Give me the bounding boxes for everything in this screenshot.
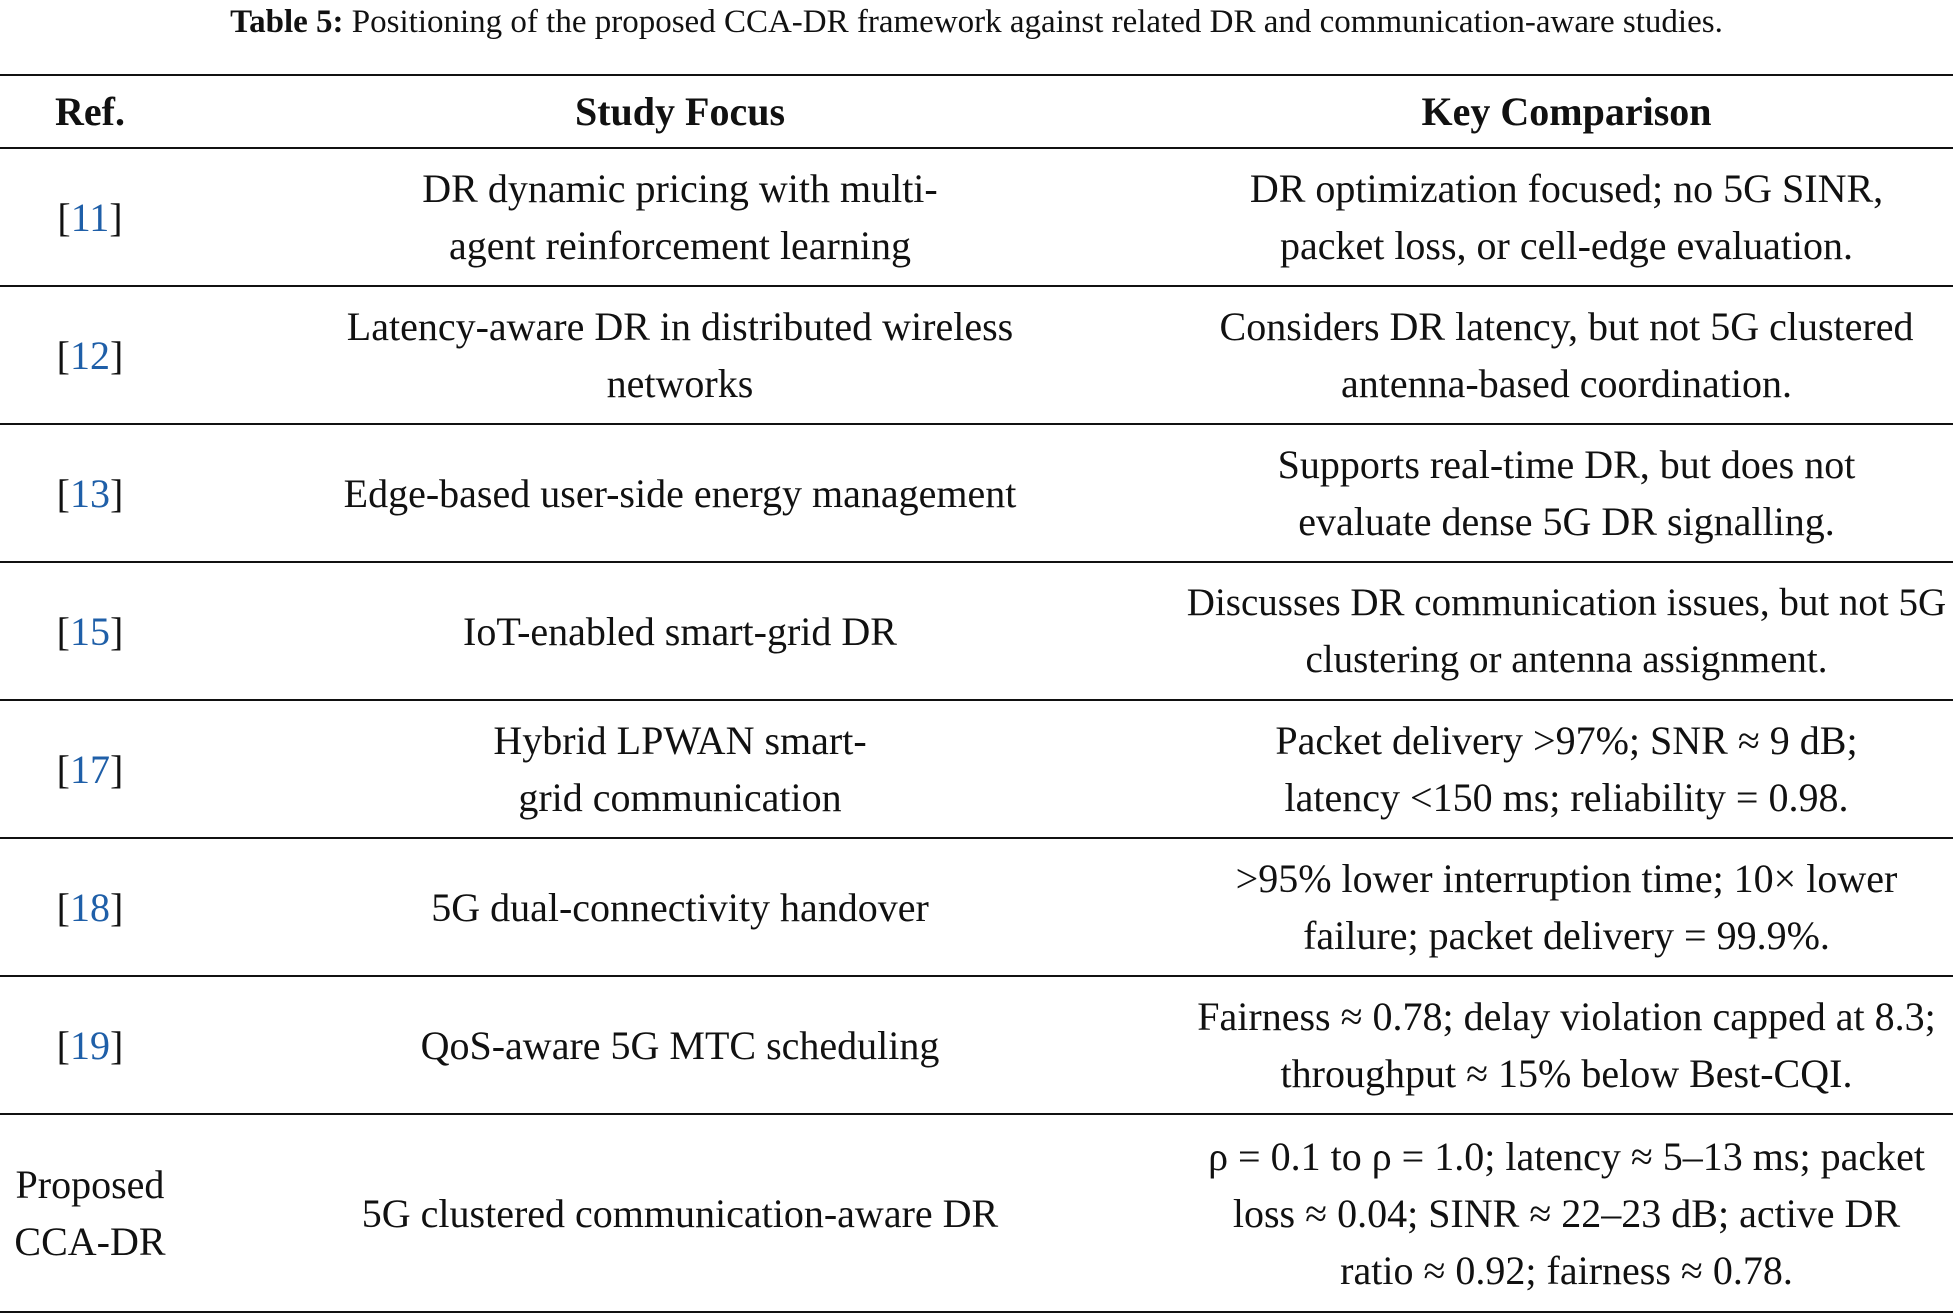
study-focus-cell: QoS-aware 5G MTC scheduling xyxy=(420,1022,940,1068)
caption-text: Positioning of the proposed CCA-DR framework against related DR and communication-aware studies. xyxy=(351,4,1723,40)
table-header-row xyxy=(0,75,1953,148)
key-comparison-cell: >95% lower interruption time; 10× lower failure; packet delivery = 99.9%. xyxy=(1235,856,1898,958)
study-focus-cell: IoT-enabled smart-grid DR xyxy=(463,608,897,654)
key-comparison-cell: Discusses DR communication issues, but not 5G clustering or antenna assignment. xyxy=(1186,581,1947,681)
ref-bracket-close: ] xyxy=(110,884,124,930)
proposed-label-line2: CCA-DR xyxy=(14,1219,166,1264)
ref-cell xyxy=(0,286,180,424)
ref-bracket-open: [ xyxy=(56,746,70,792)
table-row xyxy=(0,148,1953,286)
key-comparison-cell: Packet delivery >97%; SNR ≈ 9 dB; latency <150 ms; reliability = 0.98. xyxy=(1275,718,1858,820)
table-caption xyxy=(0,0,1953,44)
header-ref: Ref. xyxy=(55,89,125,134)
ref-cell xyxy=(0,562,180,700)
key-comparison-cell: DR optimization focused; no 5G SINR, packet loss, or cell-edge evaluation. xyxy=(1249,166,1884,268)
ref-link[interactable]: 13 xyxy=(70,470,110,516)
table-row xyxy=(0,976,1953,1114)
ref-bracket-close: ] xyxy=(110,470,124,516)
ref-cell-proposed xyxy=(0,1114,180,1312)
key-comparison-cell: Fairness ≈ 0.78; delay violation capped at 8.3; throughput ≈ 15% below Best-CQI. xyxy=(1197,994,1936,1096)
ref-bracket-close: ] xyxy=(109,194,123,240)
study-focus-cell: Hybrid LPWAN smart-grid communication xyxy=(493,718,867,820)
ref-cell xyxy=(0,424,180,562)
ref-cell xyxy=(0,700,180,838)
table-row xyxy=(0,700,1953,838)
ref-cell xyxy=(0,838,180,976)
ref-link[interactable]: 19 xyxy=(70,1022,110,1068)
ref-bracket-close: ] xyxy=(110,608,124,654)
study-focus-cell: Latency-aware DR in distributed wireless networks xyxy=(346,304,1014,406)
ref-bracket-open: [ xyxy=(56,884,70,930)
table-row xyxy=(0,838,1953,976)
ref-bracket-open: [ xyxy=(57,194,71,240)
study-focus-cell: Edge-based user-side energy management xyxy=(343,470,1017,516)
ref-bracket-close: ] xyxy=(110,332,124,378)
ref-cell xyxy=(0,148,180,286)
ref-bracket-close: ] xyxy=(110,746,124,792)
caption-label: Table 5: xyxy=(230,4,344,40)
ref-bracket-open: [ xyxy=(56,608,70,654)
ref-bracket-open: [ xyxy=(56,1022,70,1068)
ref-bracket-close: ] xyxy=(110,1022,124,1068)
table-row xyxy=(0,562,1953,700)
study-focus-cell: 5G dual-connectivity handover xyxy=(431,884,929,930)
proposed-label-line1: Proposed xyxy=(15,1162,165,1207)
study-focus-cell: DR dynamic pricing with multi-agent reinforcement learning xyxy=(422,166,938,268)
key-comparison-cell: ρ = 0.1 to ρ = 1.0; latency ≈ 5–13 ms; packet loss ≈ 0.04; SINR ≈ 22–23 dB; active DR ratio ≈ 0.92; fairness ≈ 0.78. xyxy=(1208,1133,1925,1293)
key-comparison-cell: Considers DR latency, but not 5G clustered antenna-based coordination. xyxy=(1219,304,1914,406)
comparison-table xyxy=(0,74,1953,1313)
table-row xyxy=(0,286,1953,424)
header-key-comparison: Key Comparison xyxy=(1421,89,1712,134)
ref-link[interactable]: 12 xyxy=(70,332,110,378)
ref-link[interactable]: 11 xyxy=(70,194,110,240)
study-focus-cell: 5G clustered communication-aware DR xyxy=(361,1190,999,1236)
ref-bracket-open: [ xyxy=(56,470,70,516)
ref-link[interactable]: 17 xyxy=(70,746,110,792)
key-comparison-cell: Supports real-time DR, but does not evaluate dense 5G DR signalling. xyxy=(1277,442,1856,544)
ref-cell xyxy=(0,976,180,1114)
ref-link[interactable]: 15 xyxy=(70,608,110,654)
table-row-proposed xyxy=(0,1114,1953,1312)
ref-link[interactable]: 18 xyxy=(70,884,110,930)
ref-bracket-open: [ xyxy=(56,332,70,378)
table-row xyxy=(0,424,1953,562)
header-study-focus: Study Focus xyxy=(574,89,786,134)
